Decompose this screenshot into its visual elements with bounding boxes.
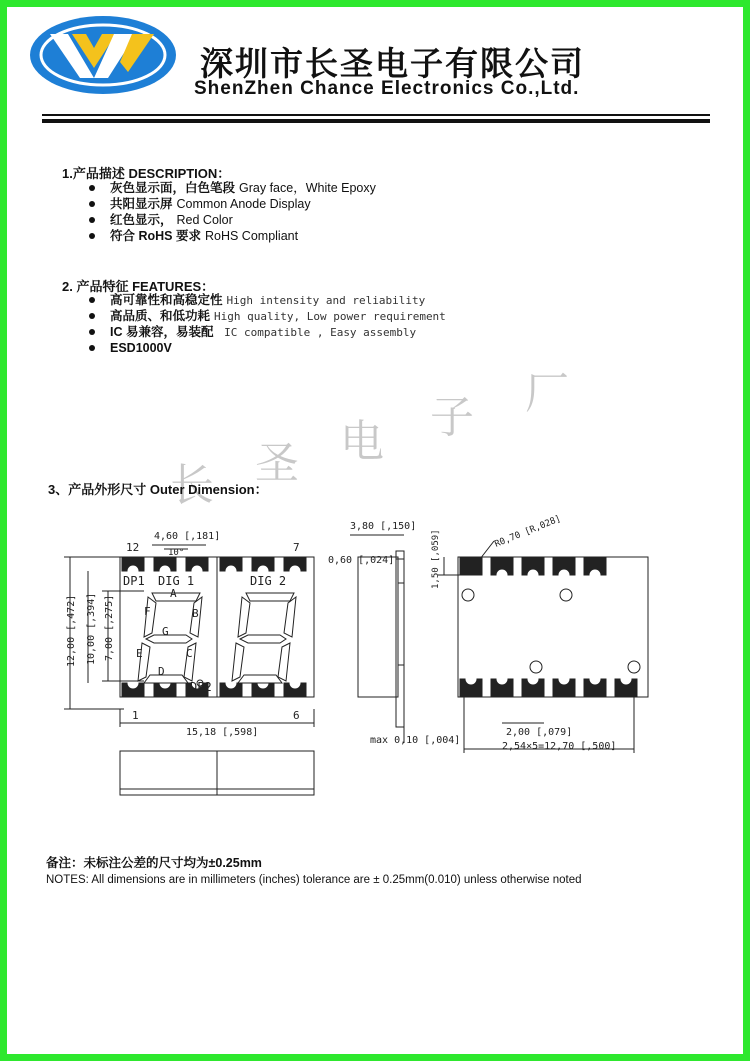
dim-leader-radius	[480, 541, 494, 559]
item-label-cn: 共阳显示屏	[110, 197, 173, 211]
pin-label-6: 6	[293, 709, 300, 722]
dim-width-total: 15,18 [,598]	[186, 727, 259, 738]
description-title: 1.产品描述 DESCRIPTION：	[62, 166, 231, 181]
dim-radius: R0,70 [R,028]	[493, 514, 563, 550]
mounting-hole	[560, 589, 572, 601]
item-label-en: RoHS Compliant	[204, 229, 299, 243]
bullet-icon	[89, 313, 95, 319]
item-label-en: High intensity and reliability	[226, 294, 426, 307]
item-label-cn: 高品质、和低功耗	[110, 309, 211, 323]
dim-pad-width: 2,00 [,079]	[506, 727, 573, 738]
item-label-cn: 高可靠性和高稳定性	[110, 293, 223, 307]
bottom-top-pads	[460, 557, 606, 575]
segment-label-c: C	[186, 647, 193, 660]
segment-label-b: B	[192, 607, 199, 620]
watermark-char: 厂	[525, 368, 569, 419]
bullet-icon	[89, 345, 95, 351]
front-profile	[120, 751, 314, 795]
bullet-icon	[89, 201, 95, 207]
bullet-icon	[89, 217, 95, 223]
watermark-char: 子	[430, 392, 474, 443]
bottom-bottom-pads	[460, 679, 637, 697]
segment-label-f: F	[144, 605, 151, 618]
pin-label-7: 7	[293, 541, 300, 554]
front-top-pins	[122, 557, 306, 571]
dim-width-top: 4,60 [,181]	[154, 531, 221, 542]
dim-pitch: 2,54×5=12,70 [,500]	[502, 741, 617, 752]
digit2-segments	[232, 593, 296, 683]
bullet-icon	[89, 185, 95, 191]
list-item	[86, 324, 446, 340]
note-cn: 备注：未标注公差的尺寸均为±0.25mm	[46, 856, 262, 870]
front-bottom-pins	[122, 683, 306, 697]
watermark-char: 长	[170, 460, 214, 510]
dp1-label: DP1	[123, 574, 145, 588]
note-en: NOTES: All dimensions are in millimeters (inches) tolerance are ± 0.25mm(0.010) unless otherwise noted	[46, 874, 582, 886]
dim-thickness: 3,80 [,150]	[350, 521, 417, 532]
item-label-cn: ESD1000V	[110, 341, 172, 355]
item-label-cn: IC 易兼容，易装配	[110, 325, 214, 339]
item-label-en: Common Anode Display	[176, 197, 311, 211]
dig1-label: DIG 1	[158, 574, 195, 588]
dp2-label: DP2	[190, 680, 212, 694]
bullet-icon	[89, 297, 95, 303]
pin-label-1: 1	[132, 709, 139, 722]
mounting-hole	[628, 661, 640, 673]
header-divider-thin	[42, 114, 710, 116]
letterhead	[28, 14, 718, 114]
item-label-en: Gray face，White Epoxy	[239, 181, 376, 195]
list-item	[86, 180, 376, 196]
description-list	[86, 180, 376, 244]
item-label-en: IC compatible , Easy assembly	[217, 326, 417, 339]
side-pcb-edge	[396, 551, 404, 727]
company-name-cn: 深圳市长圣电子有限公司	[200, 44, 585, 83]
dim-pad-height: 1,50 [,059]	[431, 529, 441, 589]
company-logo-icon	[28, 14, 178, 96]
watermark-char: 电	[340, 416, 384, 467]
dim-height-digit: 7,00 [,275]	[104, 594, 115, 661]
watermark-char: 圣	[255, 438, 299, 489]
features-list	[86, 292, 446, 356]
header-divider-thick	[42, 119, 710, 123]
list-item	[86, 196, 376, 212]
side-body-outline	[358, 557, 398, 697]
item-label-en: High quality, Low power requirement	[214, 310, 446, 323]
list-item	[86, 292, 446, 308]
pin-label-12: 12	[126, 541, 140, 554]
dig2-label: DIG 2	[250, 574, 287, 588]
bullet-icon	[89, 233, 95, 239]
segment-label-a: A	[170, 587, 177, 600]
list-item	[86, 228, 376, 244]
segment-label-g: G	[162, 625, 169, 638]
bottom-body-outline	[458, 557, 648, 697]
item-label-cn: 红色显示，	[110, 213, 173, 227]
item-label-cn: 符合 RoHS 要求	[110, 229, 201, 243]
list-item	[86, 212, 376, 228]
item-label-en: Red Color	[176, 213, 233, 227]
dimension-title: 3、产品外形尺寸 Outer Dimension：	[48, 482, 268, 497]
list-item	[86, 308, 446, 324]
features-title: 2. 产品特征 FEATURES：	[62, 279, 215, 294]
dim-max: max 0,10 [,004]	[370, 735, 461, 746]
dim-height-body: 10,00 [,394]	[86, 592, 97, 665]
item-label-cn: 灰色显示面，白色笔段	[110, 181, 236, 195]
dim-seg-width: 10°	[168, 548, 185, 558]
dim-height-total: 12,00 [,472]	[66, 594, 77, 667]
segment-label-e: E	[136, 647, 143, 660]
mounting-hole	[462, 589, 474, 601]
segment-label-d: D	[158, 665, 165, 678]
list-item	[86, 340, 446, 356]
company-name-en: ShenZhen Chance Electronics Co.,Ltd.	[194, 78, 580, 99]
mounting-hole	[530, 661, 542, 673]
dim-offset: 0,60 [,024]	[328, 555, 395, 566]
bullet-icon	[89, 329, 95, 335]
outer-dimension-drawing	[40, 505, 660, 805]
